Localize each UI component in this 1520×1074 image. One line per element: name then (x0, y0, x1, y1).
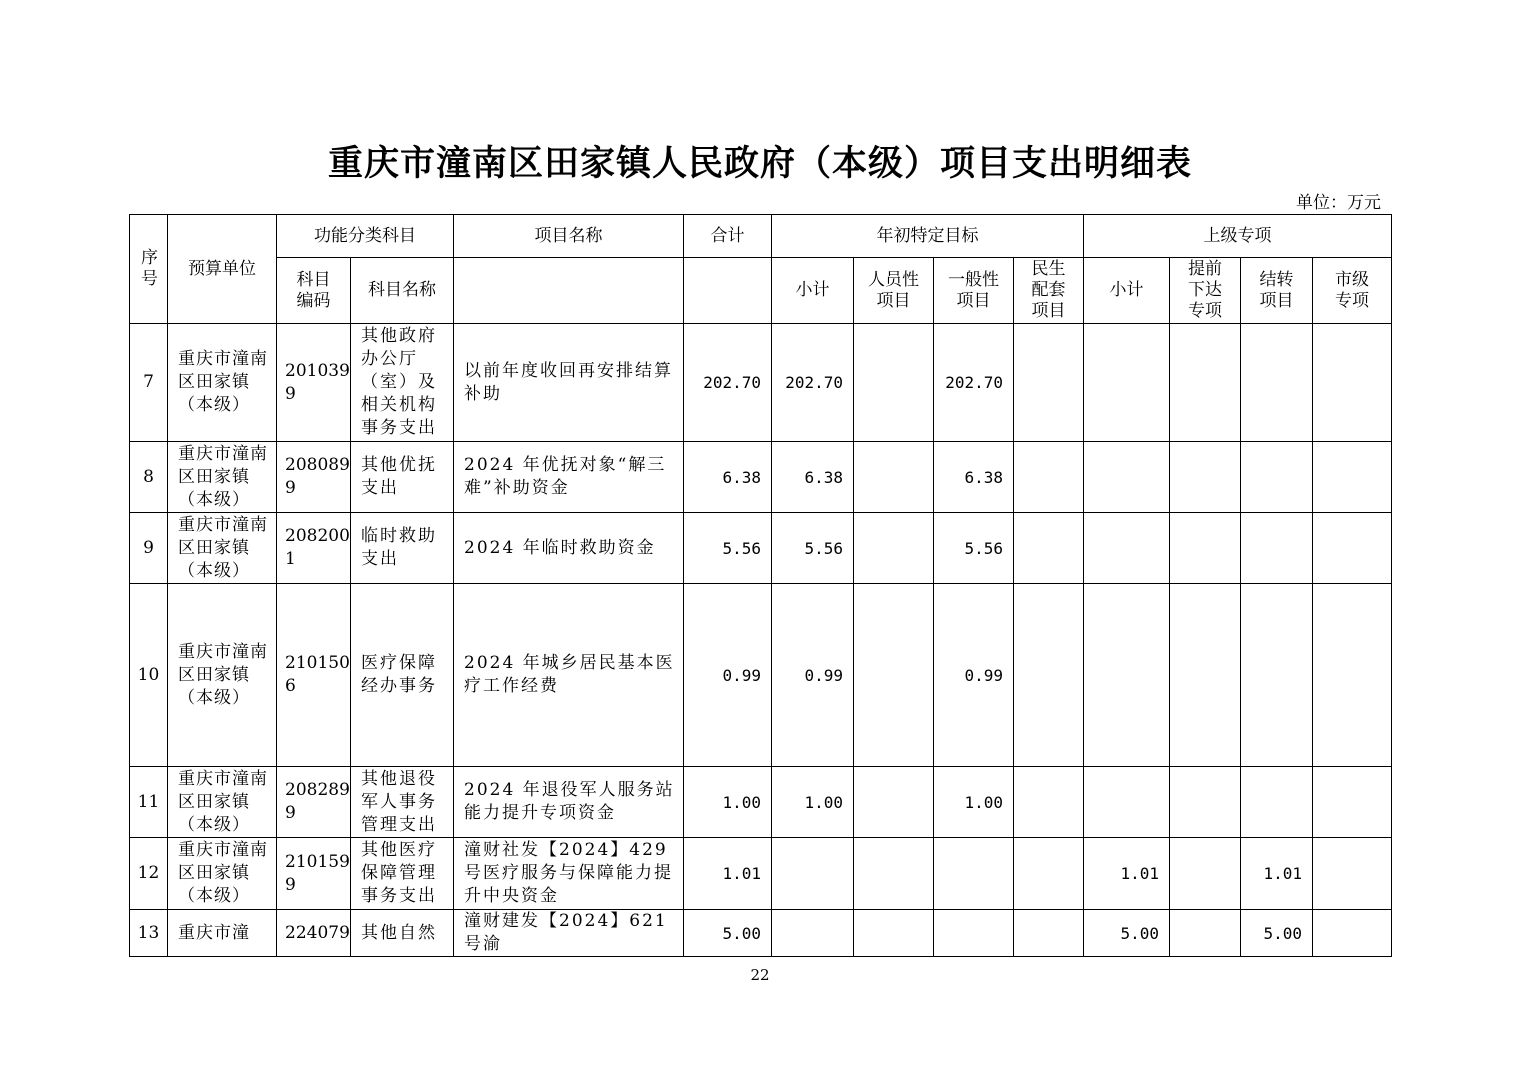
cell-livelihood (1014, 584, 1084, 767)
cell-subject: 其他自然 (351, 910, 454, 957)
table-row (130, 324, 1392, 442)
table-row (130, 584, 1392, 767)
cell-livelihood (1014, 442, 1084, 513)
cell-total: 5.56 (684, 513, 772, 584)
header-project-name: 项目名称 (454, 215, 684, 258)
header-advance-special: 提前下达专项 (1170, 258, 1241, 324)
cell-project: 2024 年临时救助资金 (454, 513, 684, 584)
cell-unit: 重庆市潼南区田家镇（本级） (168, 767, 277, 838)
cell-subject: 医疗保障经办事务 (351, 584, 454, 767)
cell-project: 以前年度收回再安排结算补助 (454, 324, 684, 442)
cell-project: 2024 年退役军人服务站能力提升专项资金 (454, 767, 684, 838)
cell-personnel (854, 767, 934, 838)
table-row (130, 767, 1392, 838)
cell-livelihood (1014, 767, 1084, 838)
cell-project: 潼财社发【2024】429 号医疗服务与保障能力提升中央资金 (454, 838, 684, 910)
cell-seq: 13 (130, 910, 168, 957)
cell-upper-subtotal: 5.00 (1084, 910, 1170, 957)
cell-unit: 重庆市潼南区田家镇（本级） (168, 513, 277, 584)
cell-project: 潼财建发【2024】621 号渝 (454, 910, 684, 957)
cell-code: 2082899 (277, 767, 351, 838)
cell-general (934, 838, 1014, 910)
header-upper-special: 上级专项 (1084, 215, 1392, 258)
cell-city (1313, 910, 1392, 957)
cell-carryover (1241, 767, 1313, 838)
cell-advance (1170, 584, 1241, 767)
cell-project: 2024 年优抚对象“解三难”补助资金 (454, 442, 684, 513)
cell-subject: 临时救助支出 (351, 513, 454, 584)
header-subject-code: 科目编码 (277, 258, 351, 324)
cell-code: 2010399 (277, 324, 351, 442)
cell-total: 0.99 (684, 584, 772, 767)
table-row (130, 910, 1392, 957)
cell-upper-subtotal (1084, 584, 1170, 767)
header-function-classification: 功能分类科目 (277, 215, 454, 258)
cell-code: 2101506 (277, 584, 351, 767)
cell-livelihood (1014, 838, 1084, 910)
cell-livelihood (1014, 910, 1084, 957)
cell-total: 202.70 (684, 324, 772, 442)
cell-project: 2024 年城乡居民基本医疗工作经费 (454, 584, 684, 767)
table-row (130, 838, 1392, 910)
header-budget-unit: 预算单位 (168, 215, 277, 324)
cell-personnel (854, 910, 934, 957)
cell-annual-subtotal: 6.38 (772, 442, 854, 513)
header-annual-target: 年初特定目标 (772, 215, 1084, 258)
cell-subject: 其他退役军人事务管理支出 (351, 767, 454, 838)
cell-carryover: 5.00 (1241, 910, 1313, 957)
header-total: 合计 (684, 215, 772, 258)
cell-personnel (854, 584, 934, 767)
cell-subject: 其他政府办公厅（室）及相关机构事务支出 (351, 324, 454, 442)
page-number: 22 (750, 966, 770, 984)
header-total-blank (684, 258, 772, 324)
cell-livelihood (1014, 324, 1084, 442)
cell-code: 2082001 (277, 513, 351, 584)
cell-livelihood (1014, 513, 1084, 584)
table-row (130, 513, 1392, 584)
header-city-special: 市级专项 (1313, 258, 1392, 324)
cell-seq: 10 (130, 584, 168, 767)
header-upper-subtotal: 小计 (1084, 258, 1170, 324)
cell-advance (1170, 324, 1241, 442)
cell-unit: 重庆市潼南区田家镇（本级） (168, 584, 277, 767)
cell-general: 6.38 (934, 442, 1014, 513)
cell-seq: 9 (130, 513, 168, 584)
cell-annual-subtotal: 1.00 (772, 767, 854, 838)
cell-upper-subtotal (1084, 513, 1170, 584)
header-general-project: 一般性项目 (934, 258, 1014, 324)
cell-city (1313, 442, 1392, 513)
cell-seq: 7 (130, 324, 168, 442)
cell-code: 2101599 (277, 838, 351, 910)
unit-label: 单位：万元 (1296, 193, 1381, 213)
cell-unit: 重庆市潼南区田家镇（本级） (168, 324, 277, 442)
cell-total: 1.00 (684, 767, 772, 838)
cell-advance (1170, 442, 1241, 513)
cell-personnel (854, 513, 934, 584)
cell-carryover (1241, 324, 1313, 442)
cell-annual-subtotal: 0.99 (772, 584, 854, 767)
project-expenditure-table (129, 214, 1392, 957)
cell-city (1313, 324, 1392, 442)
cell-subject: 其他医疗保障管理事务支出 (351, 838, 454, 910)
cell-personnel (854, 324, 934, 442)
cell-code: 2080899 (277, 442, 351, 513)
page-title: 重庆市潼南区田家镇人民政府（本级）项目支出明细表 (327, 144, 1192, 184)
cell-general: 202.70 (934, 324, 1014, 442)
cell-upper-subtotal (1084, 324, 1170, 442)
cell-general: 1.00 (934, 767, 1014, 838)
cell-carryover (1241, 513, 1313, 584)
header-subject-name: 科目名称 (351, 258, 454, 324)
cell-code: 224079 (277, 910, 351, 957)
header-personnel-project: 人员性项目 (854, 258, 934, 324)
cell-general: 0.99 (934, 584, 1014, 767)
cell-city (1313, 838, 1392, 910)
cell-personnel (854, 442, 934, 513)
cell-advance (1170, 767, 1241, 838)
header-seq: 序号 (130, 215, 168, 324)
cell-personnel (854, 838, 934, 910)
cell-seq: 11 (130, 767, 168, 838)
cell-city (1313, 767, 1392, 838)
cell-upper-subtotal (1084, 767, 1170, 838)
cell-annual-subtotal: 202.70 (772, 324, 854, 442)
cell-annual-subtotal: 5.56 (772, 513, 854, 584)
cell-carryover (1241, 584, 1313, 767)
cell-unit: 重庆市潼 (168, 910, 277, 957)
cell-subject: 其他优抚支出 (351, 442, 454, 513)
cell-upper-subtotal (1084, 442, 1170, 513)
cell-unit: 重庆市潼南区田家镇（本级） (168, 838, 277, 910)
table-row (130, 442, 1392, 513)
cell-total: 5.00 (684, 910, 772, 957)
cell-city (1313, 513, 1392, 584)
cell-upper-subtotal: 1.01 (1084, 838, 1170, 910)
cell-seq: 12 (130, 838, 168, 910)
cell-total: 6.38 (684, 442, 772, 513)
cell-general (934, 910, 1014, 957)
cell-advance (1170, 513, 1241, 584)
cell-carryover: 1.01 (1241, 838, 1313, 910)
header-annual-subtotal: 小计 (772, 258, 854, 324)
cell-unit: 重庆市潼南区田家镇（本级） (168, 442, 277, 513)
cell-seq: 8 (130, 442, 168, 513)
cell-advance (1170, 910, 1241, 957)
cell-annual-subtotal (772, 910, 854, 957)
cell-total: 1.01 (684, 838, 772, 910)
header-carryover-project: 结转项目 (1241, 258, 1313, 324)
cell-carryover (1241, 442, 1313, 513)
cell-general: 5.56 (934, 513, 1014, 584)
cell-annual-subtotal (772, 838, 854, 910)
cell-advance (1170, 838, 1241, 910)
header-project-name-blank (454, 258, 684, 324)
cell-city (1313, 584, 1392, 767)
header-livelihood-project: 民生配套项目 (1014, 258, 1084, 324)
